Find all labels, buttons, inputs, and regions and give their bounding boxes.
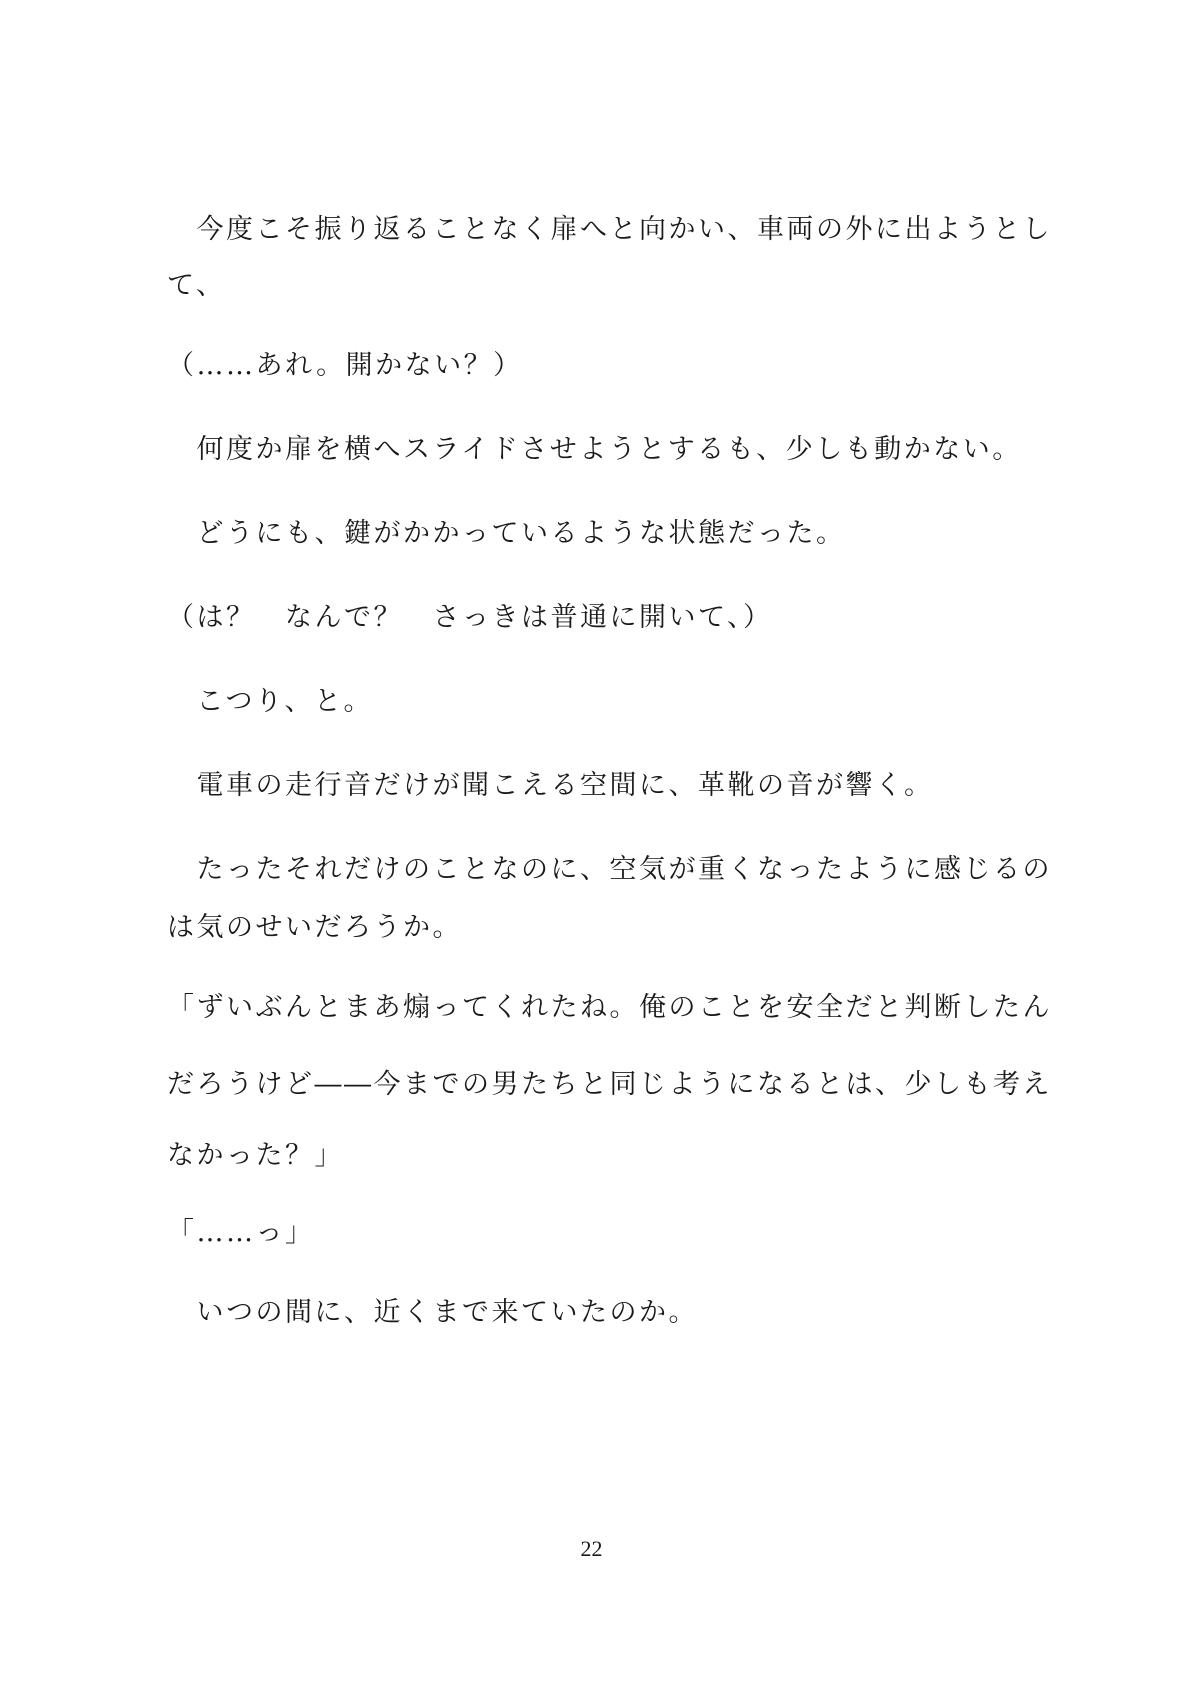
text-line: 今度こそ振り返ることなく扉へと向かい、車両の外に出ようとし — [167, 214, 1052, 245]
text-line: たったそれだけのことなのに、空気が重くなったように感じるの — [167, 854, 1052, 885]
text-line: いつの間に、近くまで来ていたのか。 — [167, 1297, 698, 1328]
text-line: なかった？」 — [167, 1140, 344, 1171]
text-line: て、 — [167, 270, 226, 301]
text-line: 何度か扉を横へスライドさせようとするも、少しも動かない。 — [167, 434, 1022, 465]
text-line: 「ずいぶんとまあ煽ってくれたね。俺のことを安全だと判断したん — [167, 992, 1052, 1023]
text-line: （は？ なんで？ さっきは普通に開いて、） — [167, 602, 773, 633]
text-line: は気のせいだろうか。 — [167, 912, 462, 943]
text-line: 電車の走行音だけが聞こえる空間に、革靴の音が響く。 — [167, 770, 934, 801]
text-line: こつり、と。 — [167, 686, 373, 717]
text-line: （……あれ。開かない？） — [167, 350, 523, 381]
page-number: 22 — [580, 1536, 603, 1561]
text-line: だろうけど――今までの男たちと同じようになるとは、少しも考え — [167, 1069, 1052, 1100]
text-line: 「……っ」 — [167, 1217, 315, 1248]
text-line: どうにも、鍵がかかっているような状態だった。 — [167, 518, 846, 549]
